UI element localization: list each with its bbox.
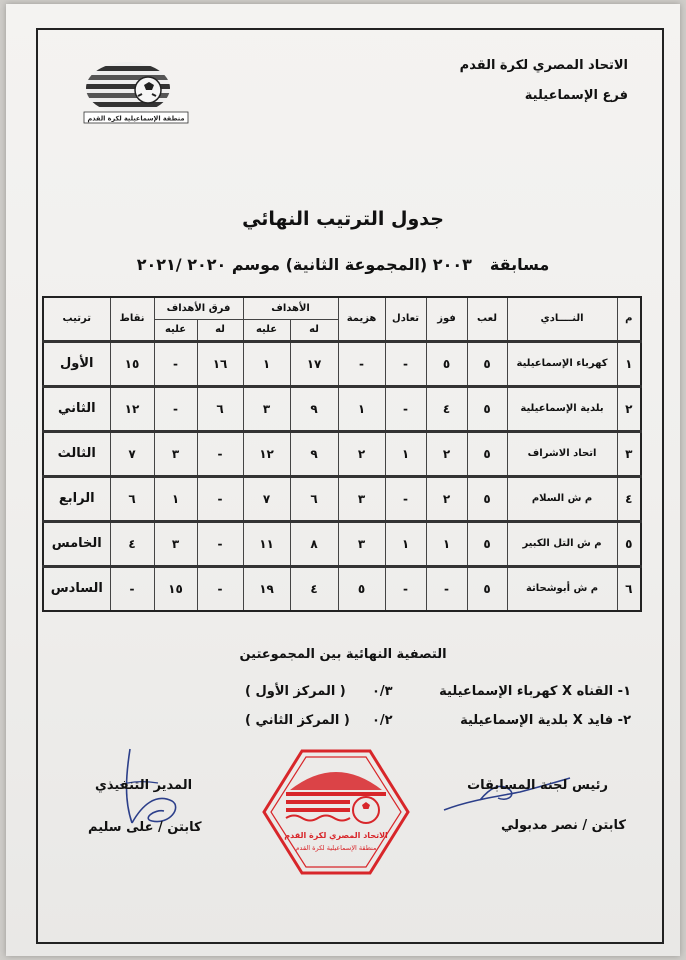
cell-goals-against: ١ — [243, 341, 290, 386]
cell-diff-for: - — [197, 521, 243, 566]
competition-label: مسابقة — [489, 255, 550, 274]
cell-rank: الثالث — [43, 431, 110, 476]
cell-club: م ش أبوشحاتة — [507, 566, 617, 611]
cell-won: ٢ — [426, 431, 467, 476]
cell-goals-for: ٩ — [290, 431, 338, 476]
cell-won: ١ — [426, 521, 467, 566]
final-playoff-title: التصفية النهائية بين المجموعتين — [239, 647, 447, 662]
cell-rank: السادس — [43, 566, 110, 611]
cell-won: ٥ — [426, 341, 467, 386]
cell-lost: ٣ — [338, 476, 385, 521]
col-diff: فرق الأهداف — [154, 297, 243, 319]
col-points: نقاط — [110, 297, 154, 341]
col-played: لعب — [467, 297, 507, 341]
cell-lost: ٣ — [338, 521, 385, 566]
cell-goals-for: ٨ — [290, 521, 338, 566]
table-row — [43, 386, 641, 431]
stamp-text: منطقة الإسماعيلية لكرة القدم — [295, 844, 377, 852]
table-row — [43, 431, 641, 476]
cell-diff-for: ١٦ — [197, 341, 243, 386]
competitions-head-title: رئيس لجنة المسابقات — [467, 778, 608, 793]
cell-points: - — [110, 566, 154, 611]
cell-diff-for: - — [197, 476, 243, 521]
col-goals-against: عليه — [243, 319, 290, 341]
col-lost: هزيمة — [338, 297, 385, 341]
playoff-match-teams: ١- القناه X كهرباء الإسماعيلية — [439, 684, 631, 699]
col-club: النــــادي — [507, 297, 617, 341]
cell-rank: الأول — [43, 341, 110, 386]
cell-won: ٤ — [426, 386, 467, 431]
cell-rank: الخامس — [43, 521, 110, 566]
cell-drawn: - — [385, 341, 426, 386]
cell-rank: الرابع — [43, 476, 110, 521]
cell-goals-against: ١١ — [243, 521, 290, 566]
org-name: الاتحاد المصري لكرة القدم — [459, 58, 628, 73]
cell-lost: ٢ — [338, 431, 385, 476]
table-row — [43, 521, 641, 566]
cell-goals-for: ٤ — [290, 566, 338, 611]
table-row — [43, 341, 641, 386]
cell-played: ٥ — [467, 431, 507, 476]
col-num: م — [617, 297, 641, 341]
cell-club: كهرباء الإسماعيلية — [507, 341, 617, 386]
cell-played: ٥ — [467, 566, 507, 611]
standings-table — [42, 296, 642, 612]
cell-diff-against: ٣ — [154, 431, 197, 476]
cell-played: ٥ — [467, 521, 507, 566]
col-goals-for: له — [290, 319, 338, 341]
cell-goals-for: ١٧ — [290, 341, 338, 386]
playoff-match-score: ٠/٣ — [372, 684, 393, 699]
cell-diff-against: ٣ — [154, 521, 197, 566]
cell-diff-for: - — [197, 431, 243, 476]
col-diff-for: له — [197, 319, 243, 341]
cell-num: ٢ — [617, 386, 641, 431]
cell-diff-against: - — [154, 386, 197, 431]
competition-info: ٢٠٠٣ (المجموعة الثانية) موسم ٢٠٢٠ /٢٠٢١ — [136, 255, 472, 274]
cell-won: - — [426, 566, 467, 611]
cell-lost: ١ — [338, 386, 385, 431]
federation-logo — [80, 58, 190, 126]
cell-points: ٦ — [110, 476, 154, 521]
cell-goals-for: ٦ — [290, 476, 338, 521]
col-goals: الأهداف — [243, 297, 338, 319]
cell-diff-for: ٦ — [197, 386, 243, 431]
cell-points: ٧ — [110, 431, 154, 476]
cell-club: م ش السلام — [507, 476, 617, 521]
cell-diff-for: - — [197, 566, 243, 611]
col-won: فوز — [426, 297, 467, 341]
cell-drawn: - — [385, 476, 426, 521]
cell-num: ٤ — [617, 476, 641, 521]
cell-goals-for: ٩ — [290, 386, 338, 431]
cell-diff-against: - — [154, 341, 197, 386]
col-drawn: تعادل — [385, 297, 426, 341]
competition-subtitle — [0, 255, 686, 274]
executive-director-title: المدير التنفيذي — [95, 778, 193, 793]
cell-goals-against: ٧ — [243, 476, 290, 521]
cell-points: ١٥ — [110, 341, 154, 386]
cell-drawn: ١ — [385, 521, 426, 566]
logo-caption: منطقة الإسماعيلية لكرة القدم — [87, 114, 185, 123]
cell-drawn: - — [385, 386, 426, 431]
cell-club: م ش التل الكبير — [507, 521, 617, 566]
cell-goals-against: ٣ — [243, 386, 290, 431]
playoff-match-teams: ٢- فايد X بلدية الإسماعيلية — [460, 713, 631, 728]
cell-goals-against: ١٢ — [243, 431, 290, 476]
table-row — [43, 566, 641, 611]
official-stamp — [262, 748, 410, 876]
cell-diff-against: ١٥ — [154, 566, 197, 611]
table-row — [43, 476, 641, 521]
branch-name: فرع الإسماعيلية — [524, 88, 628, 103]
cell-num: ٥ — [617, 521, 641, 566]
cell-num: ١ — [617, 341, 641, 386]
cell-played: ٥ — [467, 476, 507, 521]
executive-director-name: كابتن / على سليم — [88, 820, 202, 835]
cell-goals-against: ١٩ — [243, 566, 290, 611]
cell-lost: - — [338, 341, 385, 386]
page-title: جدول الترتيب النهائي — [242, 208, 444, 230]
playoff-match-place: ( المركز الأول ) — [245, 684, 346, 699]
col-diff-against: عليه — [154, 319, 197, 341]
cell-lost: ٥ — [338, 566, 385, 611]
playoff-match-score: ٠/٢ — [372, 713, 393, 728]
cell-rank: الثاني — [43, 386, 110, 431]
playoff-match-place: ( المركز الثاني ) — [245, 713, 350, 728]
cell-num: ٦ — [617, 566, 641, 611]
competitions-head-name: كابتن / نصر مدبولي — [500, 818, 626, 833]
cell-points: ٤ — [110, 521, 154, 566]
cell-club: اتحاد الاشراف — [507, 431, 617, 476]
stamp-text: الاتحاد المصري لكرة القدم — [284, 831, 388, 840]
cell-drawn: - — [385, 566, 426, 611]
col-rank: ترتيب — [43, 297, 110, 341]
cell-club: بلدية الإسماعيلية — [507, 386, 617, 431]
cell-won: ٢ — [426, 476, 467, 521]
cell-diff-against: ١ — [154, 476, 197, 521]
cell-drawn: ١ — [385, 431, 426, 476]
cell-points: ١٢ — [110, 386, 154, 431]
cell-played: ٥ — [467, 341, 507, 386]
cell-played: ٥ — [467, 386, 507, 431]
cell-num: ٣ — [617, 431, 641, 476]
